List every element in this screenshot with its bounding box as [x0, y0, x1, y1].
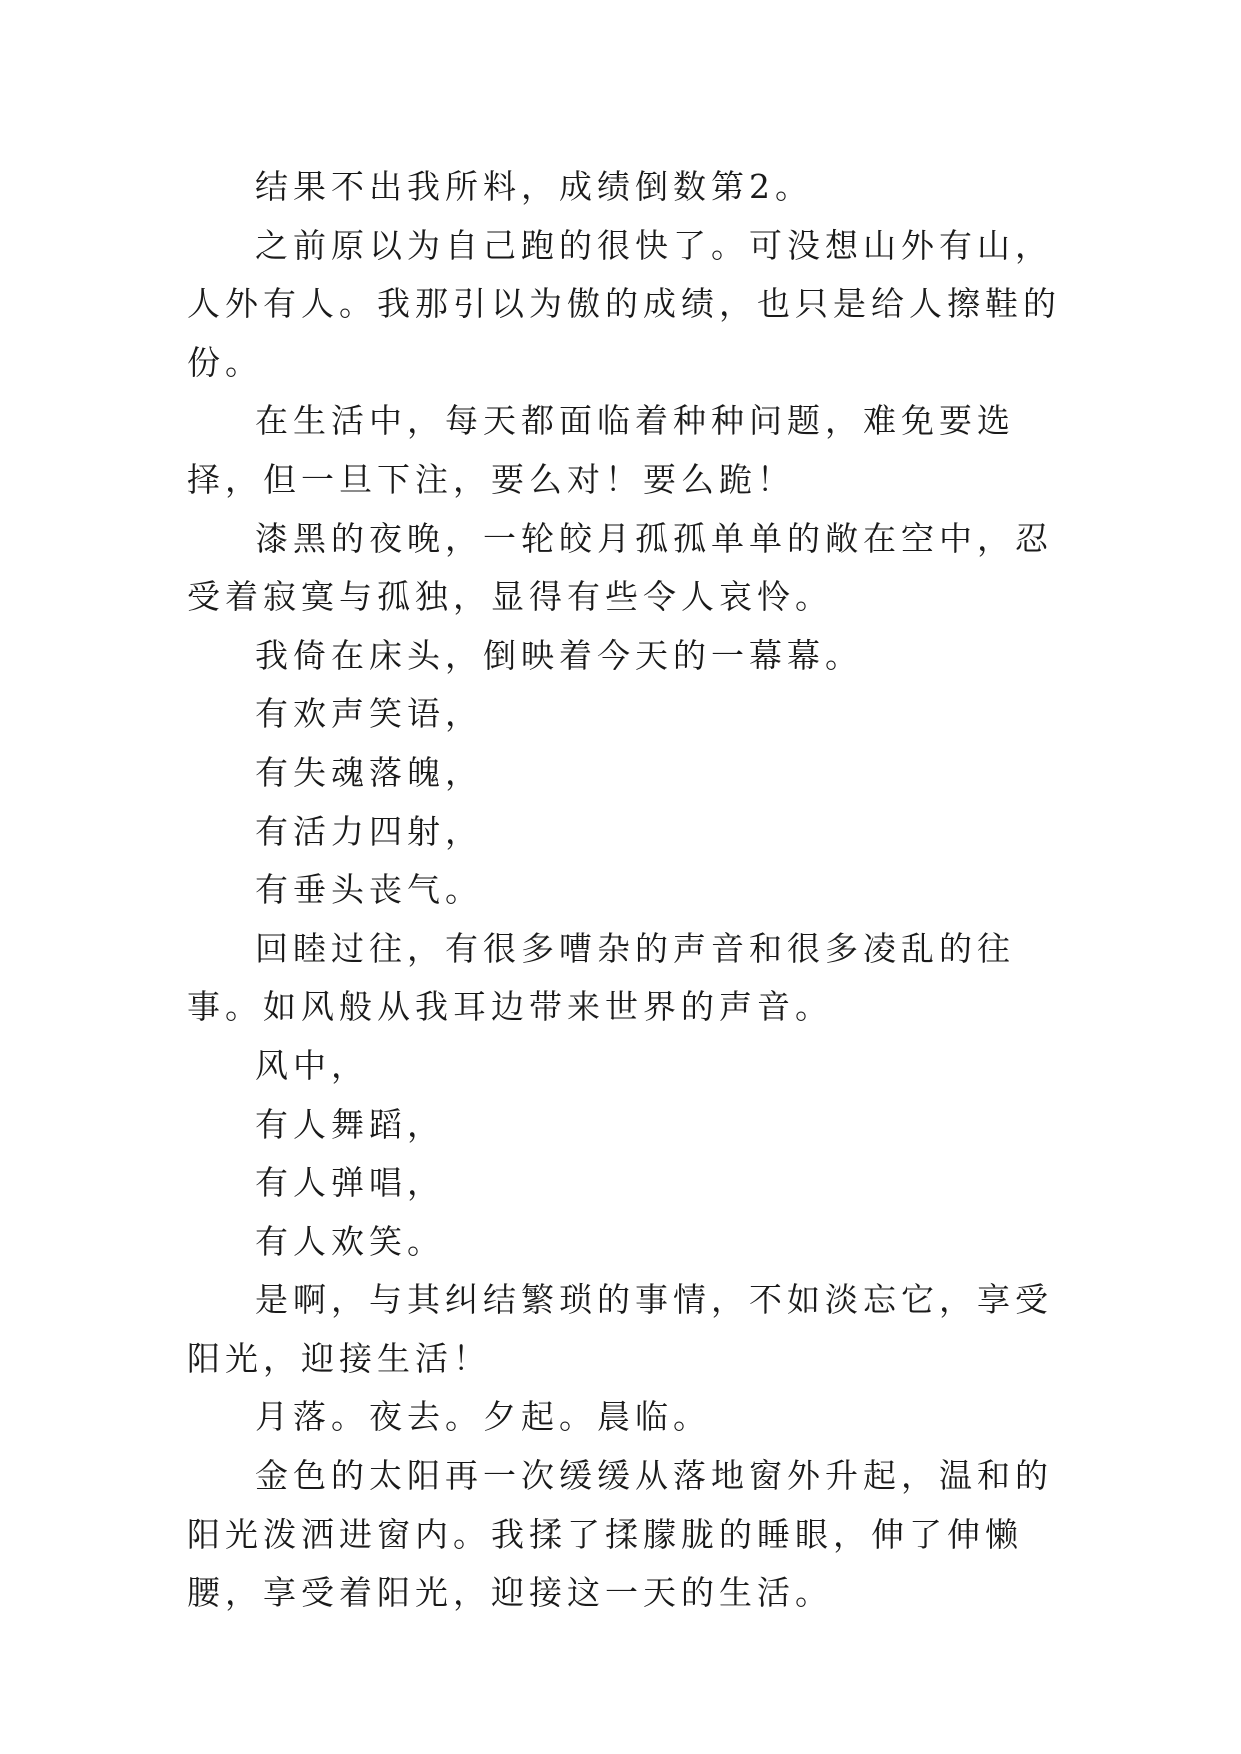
paragraph-16: 月落。夜去。夕起。晨临。: [255, 1397, 711, 1437]
paragraph-15: 是啊，与其纠结繁琐的事情，不如淡忘它，享受阳光，迎接生活！: [187, 1280, 1053, 1378]
paragraph-14: 有人欢笑。: [255, 1221, 445, 1261]
paragraph-10: 回睦过往，有很多嘈杂的声音和很多凌乱的往事。如风般从我耳边带来世界的声音。: [187, 928, 1015, 1027]
paragraph-9: 有垂头丧气。: [255, 870, 483, 910]
paragraph-5: 我倚在床头，倒映着今天的一幕幕。: [255, 635, 863, 675]
paragraph-4: 漆黑的夜晚，一轮皎月孤孤单单的敞在空中，忍受着寂寞与孤独，显得有些令人哀怜。: [187, 518, 1053, 617]
paragraph-12: 有人舞蹈，: [255, 1104, 445, 1144]
paragraph-17: 金色的太阳再一次缓缓从落地窗外升起，温和的阳光泼洒进窗内。我揉了揉朦胧的睡眼，伸了伸懒腰，享受着阳光，迎接这一天的生活。: [187, 1456, 1053, 1613]
paragraph-3: 在生活中，每天都面临着种种问题，难免要选择，但一旦下注，要么对！要么跪！: [187, 401, 1015, 499]
document-body: [187, 158, 1067, 1623]
paragraph-11: 风中，: [255, 1045, 369, 1085]
paragraph-7: 有失魂落魄，: [255, 752, 483, 792]
paragraph-6: 有欢声笑语，: [255, 694, 483, 734]
paragraph-1: 结果不出我所料，成绩倒数第2。: [255, 167, 813, 206]
paragraph-8: 有活力四射，: [255, 811, 483, 851]
paragraph-13: 有人弹唱，: [255, 1163, 445, 1203]
paragraph-2: 之前原以为自己跑的很快了。可没想山外有山，人外有人。我那引以为傲的成绩，也只是给人擦鞋的份。: [187, 225, 1061, 382]
